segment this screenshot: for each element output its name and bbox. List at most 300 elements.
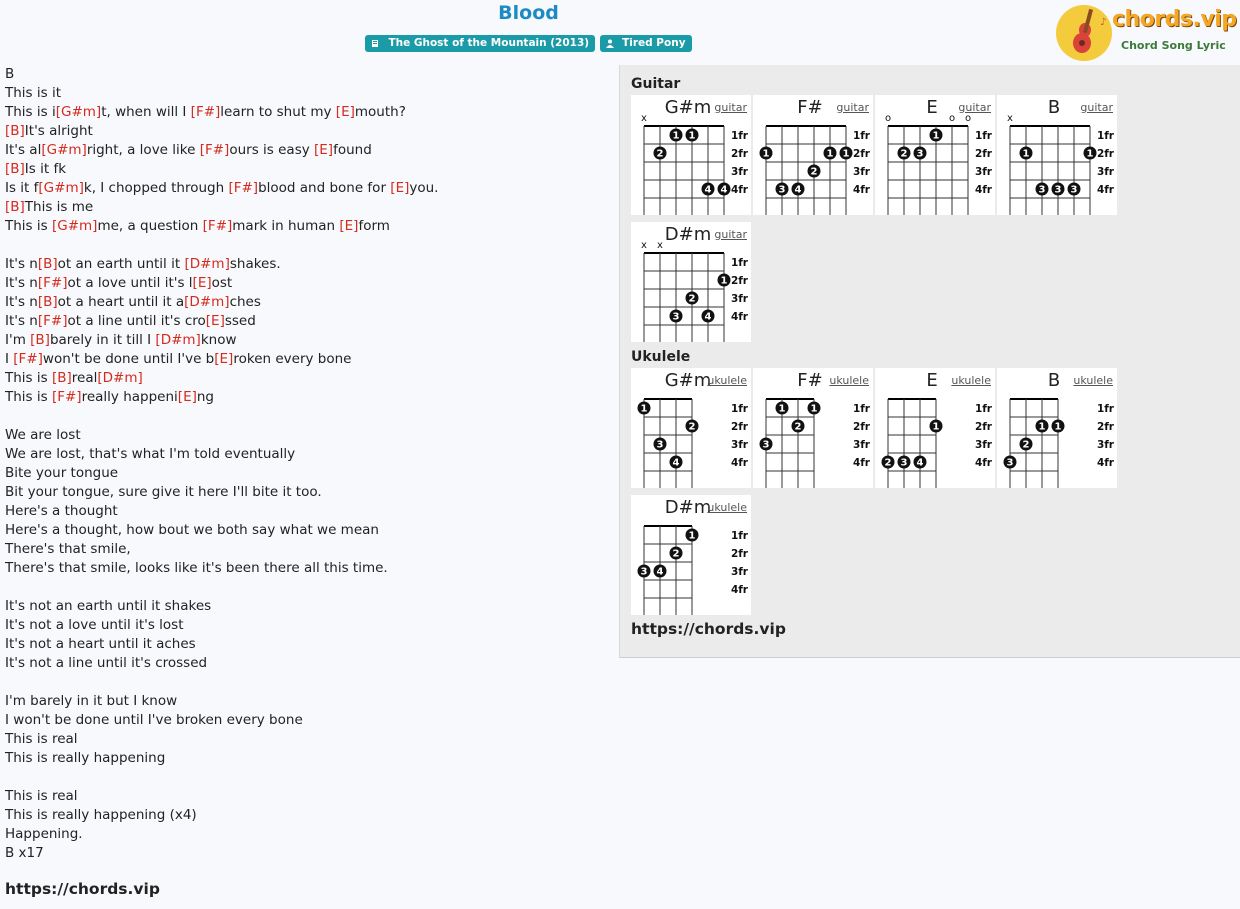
fret-label: 1fr (730, 403, 748, 415)
finger-dot (1052, 183, 1065, 196)
string-marker: o (948, 113, 956, 124)
lyric-line (5, 597, 605, 616)
string-marker: o (884, 113, 892, 124)
ukulele-chord-chart[interactable] (631, 495, 751, 615)
fret-label: 1fr (852, 403, 870, 415)
lyric-text: really happeni (81, 389, 178, 405)
chord-link[interactable]: [B] (37, 256, 58, 272)
chord-link[interactable]: [F#] (199, 142, 230, 158)
fret-label: 3fr (730, 566, 748, 578)
svg-text:2: 2 (794, 421, 802, 433)
svg-text:2: 2 (688, 293, 696, 305)
fret-label: 4fr (852, 184, 870, 196)
fret-label: 2fr (730, 148, 748, 160)
fret-label: 2fr (852, 421, 870, 433)
ukulele-chord-chart[interactable] (875, 368, 995, 488)
lyric-text: It's n (5, 275, 38, 291)
chord-link[interactable]: [G#m] (55, 104, 102, 120)
fretboard-diagram (997, 368, 1117, 488)
chord-diagrams-panel (619, 65, 1240, 658)
chord-link[interactable]: [F#] (202, 218, 233, 234)
finger-dot (1036, 420, 1049, 433)
finger-dot (1020, 438, 1033, 451)
lyric-line (5, 274, 605, 293)
lyric-line (5, 711, 605, 730)
chord-link[interactable]: [F#] (37, 313, 68, 329)
chord-link[interactable]: [E] (390, 180, 410, 196)
fret-label: 4fr (730, 457, 748, 469)
lyric-line (5, 84, 605, 103)
lyric-text: form (358, 218, 390, 234)
finger-dot (914, 456, 927, 469)
chord-link[interactable]: [E] (314, 142, 334, 158)
lyric-line (5, 445, 605, 464)
site-logo[interactable] (1055, 3, 1235, 63)
artist-name: Tired Pony (622, 37, 686, 49)
lyric-line (5, 578, 605, 597)
lyric-text: mark in human (232, 218, 340, 234)
lyric-line (5, 502, 605, 521)
lyric-text: This is me (24, 199, 94, 215)
fret-label: 3fr (1096, 166, 1114, 178)
lyric-text: you. (409, 180, 439, 196)
svg-text:1: 1 (672, 130, 680, 142)
svg-text:3: 3 (778, 184, 786, 196)
footer-url[interactable]: https://chords.vip (5, 880, 160, 898)
lyric-text: learn to shut my (220, 104, 336, 120)
logo-brand: chords.vip (1112, 7, 1237, 32)
fretboard-diagram (631, 495, 751, 615)
lyric-line (5, 483, 605, 502)
lyric-text: It's not a line until it's crossed (5, 655, 208, 671)
lyric-text: It's al (5, 142, 42, 158)
chord-name: F# (797, 97, 823, 118)
fret-label: 2fr (730, 275, 748, 287)
panel-footer-url[interactable]: https://chords.vip (631, 620, 786, 638)
lyric-text: mouth? (354, 104, 406, 120)
finger-dot (686, 529, 699, 542)
fret-label: 1fr (1096, 403, 1114, 415)
finger-dot (760, 147, 773, 160)
chord-link[interactable]: [F#] (13, 351, 43, 367)
svg-text:3: 3 (1054, 184, 1062, 196)
lyric-line (5, 388, 605, 407)
chord-link[interactable]: [F#] (51, 389, 82, 405)
chord-name: B (1047, 370, 1061, 391)
guitar-chord-chart[interactable] (997, 95, 1117, 215)
lyric-text: ot a heart until it a (57, 294, 185, 310)
lyric-line (5, 236, 605, 255)
fret-label: 1fr (1096, 130, 1114, 142)
fretboard-diagram (997, 95, 1117, 215)
chord-link[interactable]: [E] (335, 104, 355, 120)
ukulele-chord-chart[interactable] (997, 368, 1117, 488)
finger-dot (702, 183, 715, 196)
instrument-link[interactable]: ukulele (951, 374, 991, 387)
lyric-text: This is (5, 389, 52, 405)
finger-dot (930, 420, 943, 433)
song-title: Blood (498, 2, 559, 24)
svg-text:2: 2 (656, 148, 664, 160)
finger-dot (718, 274, 731, 287)
chord-link[interactable]: [E] (205, 313, 225, 329)
finger-dot (670, 456, 683, 469)
lyric-line (5, 692, 605, 711)
fret-label: 4fr (730, 311, 748, 323)
chord-link[interactable]: [B] (5, 199, 25, 215)
lyric-text: won't be done until I've b (42, 351, 215, 367)
instrument-link[interactable]: ukulele (707, 374, 747, 387)
finger-dot (792, 183, 805, 196)
lyric-text: We are lost, that's what I'm told eventually (5, 446, 296, 462)
lyric-text: We are lost (5, 427, 81, 443)
fret-label: 2fr (1096, 148, 1114, 160)
ukulele-chord-chart[interactable] (753, 368, 873, 488)
finger-dot (808, 165, 821, 178)
svg-text:2: 2 (810, 166, 818, 178)
finger-dot (898, 456, 911, 469)
lyric-line (5, 673, 605, 692)
finger-dot (718, 183, 731, 196)
svg-text:1: 1 (640, 403, 648, 415)
finger-dot (898, 147, 911, 160)
lyric-text: This is real (5, 731, 78, 747)
lyric-line (5, 635, 605, 654)
artist-badge[interactable] (600, 35, 691, 52)
finger-dot (840, 147, 853, 160)
chord-link[interactable]: [G#m] (51, 218, 98, 234)
lyric-text: It's not a love until it's lost (5, 617, 184, 633)
fretboard-diagram (875, 95, 995, 215)
svg-text:1: 1 (842, 148, 850, 160)
finger-dot (686, 129, 699, 142)
chord-name: B (1047, 97, 1061, 118)
lyric-text: k, I chopped through (83, 180, 229, 196)
svg-text:1: 1 (1054, 421, 1062, 433)
svg-text:3: 3 (1070, 184, 1078, 196)
fret-label: 2fr (730, 421, 748, 433)
finger-dot (638, 402, 651, 415)
string-marker: x (641, 113, 647, 124)
chord-link[interactable]: [B] (5, 161, 25, 177)
lyric-line (5, 730, 605, 749)
lyric-text: ot an earth until it (57, 256, 185, 272)
lyric-text: ssed (224, 313, 256, 329)
svg-text:3: 3 (640, 566, 648, 578)
ukulele-chord-chart[interactable] (631, 368, 751, 488)
fret-label: 1fr (730, 130, 748, 142)
lyric-line (5, 331, 605, 350)
chord-name: F# (797, 370, 823, 391)
finger-dot (670, 547, 683, 560)
chord-name: E (926, 370, 938, 391)
finger-dot (638, 565, 651, 578)
fret-label: 1fr (974, 403, 992, 415)
svg-text:3: 3 (656, 439, 664, 451)
finger-dot (792, 420, 805, 433)
album-badge[interactable] (365, 35, 595, 52)
fret-label: 4fr (974, 184, 992, 196)
svg-text:4: 4 (916, 457, 924, 469)
finger-dot (914, 147, 927, 160)
svg-text:1: 1 (1038, 421, 1046, 433)
fretboard-diagram (631, 222, 751, 342)
finger-dot (1036, 183, 1049, 196)
lyric-line (5, 122, 605, 141)
lyric-text: This is (5, 370, 52, 386)
fret-label: 2fr (730, 548, 748, 560)
svg-text:4: 4 (656, 566, 664, 578)
fret-label: 4fr (852, 457, 870, 469)
fret-label: 3fr (730, 293, 748, 305)
guitar-chord-chart[interactable] (753, 95, 873, 215)
svg-text:4: 4 (672, 457, 680, 469)
lyric-text: Bit your tongue, sure give it here I'll bite it too. (5, 484, 322, 500)
logo-tagline: Chord Song Lyric (1121, 39, 1226, 52)
lyric-text: It's n (5, 294, 38, 310)
fret-label: 4fr (974, 457, 992, 469)
lyric-text: ot a love until it's l (67, 275, 193, 291)
chord-link[interactable]: [B] (51, 370, 72, 386)
album-name: The Ghost of the Mountain (2013) (388, 37, 590, 49)
fretboard-diagram (753, 95, 873, 215)
finger-dot (1068, 183, 1081, 196)
lyric-line (5, 844, 605, 863)
lyric-line (5, 255, 605, 274)
lyric-line (5, 160, 605, 179)
finger-dot (670, 129, 683, 142)
finger-dot (1020, 147, 1033, 160)
svg-text:1: 1 (932, 130, 940, 142)
finger-dot (686, 292, 699, 305)
instrument-link[interactable]: guitar (714, 101, 747, 114)
lyric-text: ours is easy (229, 142, 315, 158)
finger-dot (930, 129, 943, 142)
string-marker: x (641, 240, 647, 251)
svg-text:4: 4 (704, 311, 712, 323)
lyric-line (5, 293, 605, 312)
lyric-line (5, 217, 605, 236)
instrument-link[interactable]: ukulele (829, 374, 869, 387)
lyric-text: Happening. (5, 826, 83, 842)
svg-text:2: 2 (688, 421, 696, 433)
chord-link[interactable]: [E] (339, 218, 359, 234)
finger-dot (1084, 147, 1097, 160)
finger-dot (654, 147, 667, 160)
instrument-link[interactable]: guitar (1080, 101, 1113, 114)
lyric-text: It's n (5, 313, 38, 329)
svg-text:2: 2 (672, 548, 680, 560)
svg-text:1: 1 (1086, 148, 1094, 160)
finger-dot (702, 310, 715, 323)
guitar-section-title: Guitar (631, 76, 681, 92)
fret-label: 1fr (730, 257, 748, 269)
fret-label: 4fr (1096, 184, 1114, 196)
fret-label: 4fr (730, 184, 748, 196)
fret-label: 2fr (1096, 421, 1114, 433)
finger-dot (824, 147, 837, 160)
lyric-line (5, 787, 605, 806)
finger-dot (654, 565, 667, 578)
lyric-text: Bite your tongue (5, 465, 119, 481)
guitar-chord-chart[interactable] (631, 222, 751, 342)
lyric-line (5, 559, 605, 578)
finger-dot (882, 456, 895, 469)
fret-label: 4fr (1096, 457, 1114, 469)
svg-text:3: 3 (900, 457, 908, 469)
chord-link[interactable]: [G#m] (41, 142, 87, 158)
chord-name: G#m (664, 97, 712, 118)
lyric-text: I won't be done until I've broken every bone (5, 712, 303, 728)
chord-link[interactable]: [B] (37, 294, 58, 310)
lyric-text: me, a question (97, 218, 203, 234)
guitar-chord-chart[interactable] (875, 95, 995, 215)
svg-text:1: 1 (720, 275, 728, 287)
chord-link[interactable]: [E] (214, 351, 234, 367)
fret-label: 2fr (852, 148, 870, 160)
finger-dot (808, 402, 821, 415)
finger-dot (776, 402, 789, 415)
finger-dot (670, 310, 683, 323)
chord-link[interactable]: [F#] (228, 180, 259, 196)
instrument-link[interactable]: ukulele (707, 501, 747, 514)
lyric-line (5, 540, 605, 559)
fret-label: 1fr (852, 130, 870, 142)
lyric-line (5, 749, 605, 768)
lyric-text: It's alright (24, 123, 93, 139)
fret-label: 3fr (730, 166, 748, 178)
svg-text:1: 1 (688, 130, 696, 142)
chord-name: E (926, 97, 938, 118)
fret-label: 3fr (852, 439, 870, 451)
lyric-text: roken every bone (233, 351, 352, 367)
lyric-text: B x17 (5, 845, 44, 861)
lyric-line (5, 179, 605, 198)
lyric-line (5, 407, 605, 426)
lyric-text: This is real (5, 788, 78, 804)
svg-text:2: 2 (900, 148, 908, 160)
fretboard-diagram (753, 368, 873, 488)
svg-text:3: 3 (1006, 457, 1014, 469)
chord-link[interactable]: [B] (5, 123, 25, 139)
fret-label: 2fr (974, 421, 992, 433)
string-marker: x (1007, 113, 1013, 124)
lyric-text: It's n (5, 256, 38, 272)
lyric-line (5, 198, 605, 217)
lyric-text: This is it (5, 85, 61, 101)
chord-link[interactable]: [E] (192, 275, 212, 291)
lyric-line (5, 654, 605, 673)
finger-dot (760, 438, 773, 451)
album-icon (371, 39, 380, 48)
chord-link[interactable]: [D#m] (184, 294, 230, 310)
fretboard-diagram (875, 368, 995, 488)
lyric-line (5, 312, 605, 331)
lyric-line (5, 141, 605, 160)
lyric-text: I'm (5, 332, 31, 348)
lyric-text: barely in it till I (49, 332, 156, 348)
lyric-text: ot a line until it's cro (67, 313, 206, 329)
svg-text:3: 3 (672, 311, 680, 323)
guitar-chord-chart[interactable] (631, 95, 751, 215)
instrument-link[interactable]: guitar (714, 228, 747, 241)
lyric-line (5, 426, 605, 445)
finger-dot (686, 420, 699, 433)
fret-label: 1fr (974, 130, 992, 142)
instrument-link[interactable]: guitar (958, 101, 991, 114)
ukulele-section-title: Ukulele (631, 349, 691, 365)
finger-dot (654, 438, 667, 451)
svg-text:3: 3 (762, 439, 770, 451)
chord-link[interactable]: [D#m] (184, 256, 230, 272)
lyric-text: This is i (5, 104, 56, 120)
lyric-text: real (71, 370, 98, 386)
lyrics-section (5, 65, 605, 863)
fret-label: 3fr (1096, 439, 1114, 451)
lyric-text: blood and bone for (258, 180, 391, 196)
fret-label: 3fr (852, 166, 870, 178)
finger-dot (1004, 456, 1017, 469)
lyric-text: Is it f (5, 180, 39, 196)
svg-text:1: 1 (762, 148, 770, 160)
lyric-line (5, 825, 605, 844)
lyric-text: This is really happening (x4) (5, 807, 197, 823)
svg-text:1: 1 (932, 421, 940, 433)
svg-text:4: 4 (720, 184, 728, 196)
chord-link[interactable]: [D#m] (97, 370, 143, 386)
finger-dot (776, 183, 789, 196)
chord-link[interactable]: [D#m] (155, 332, 201, 348)
song-badges (0, 35, 1057, 52)
lyric-text: right, a love like (86, 142, 200, 158)
lyric-line (5, 369, 605, 388)
lyric-text: Is it fk (24, 161, 67, 177)
lyric-text: know (200, 332, 237, 348)
svg-text:1: 1 (826, 148, 834, 160)
lyric-line (5, 768, 605, 787)
user-icon (606, 39, 614, 48)
lyric-text: B (5, 66, 15, 82)
instrument-link[interactable]: ukulele (1073, 374, 1113, 387)
fret-label: 1fr (730, 530, 748, 542)
svg-text:1: 1 (688, 530, 696, 542)
svg-text:4: 4 (794, 184, 802, 196)
chord-link[interactable]: [E] (177, 389, 197, 405)
chord-name: D#m (664, 224, 712, 245)
fret-label: 2fr (974, 148, 992, 160)
chord-name: G#m (664, 370, 712, 391)
finger-dot (1052, 420, 1065, 433)
lyric-line (5, 65, 605, 84)
svg-text:3: 3 (1038, 184, 1046, 196)
string-marker: o (964, 113, 972, 124)
svg-text:2: 2 (884, 457, 892, 469)
instrument-link[interactable]: guitar (836, 101, 869, 114)
svg-text:1: 1 (778, 403, 786, 415)
chord-link[interactable]: [G#m] (38, 180, 84, 196)
svg-text:1: 1 (1022, 148, 1030, 160)
svg-text:1: 1 (810, 403, 818, 415)
lyric-text: ng (196, 389, 215, 405)
chord-link[interactable]: [B] (30, 332, 50, 348)
chord-link[interactable]: [F#] (190, 104, 221, 120)
lyric-text: ost (211, 275, 233, 291)
chord-link[interactable]: [F#] (37, 275, 68, 291)
lyric-text: It's not a heart until it aches (5, 636, 196, 652)
lyric-text: shakes. (229, 256, 281, 272)
fret-label: 4fr (730, 584, 748, 596)
lyric-text: This is (5, 218, 52, 234)
